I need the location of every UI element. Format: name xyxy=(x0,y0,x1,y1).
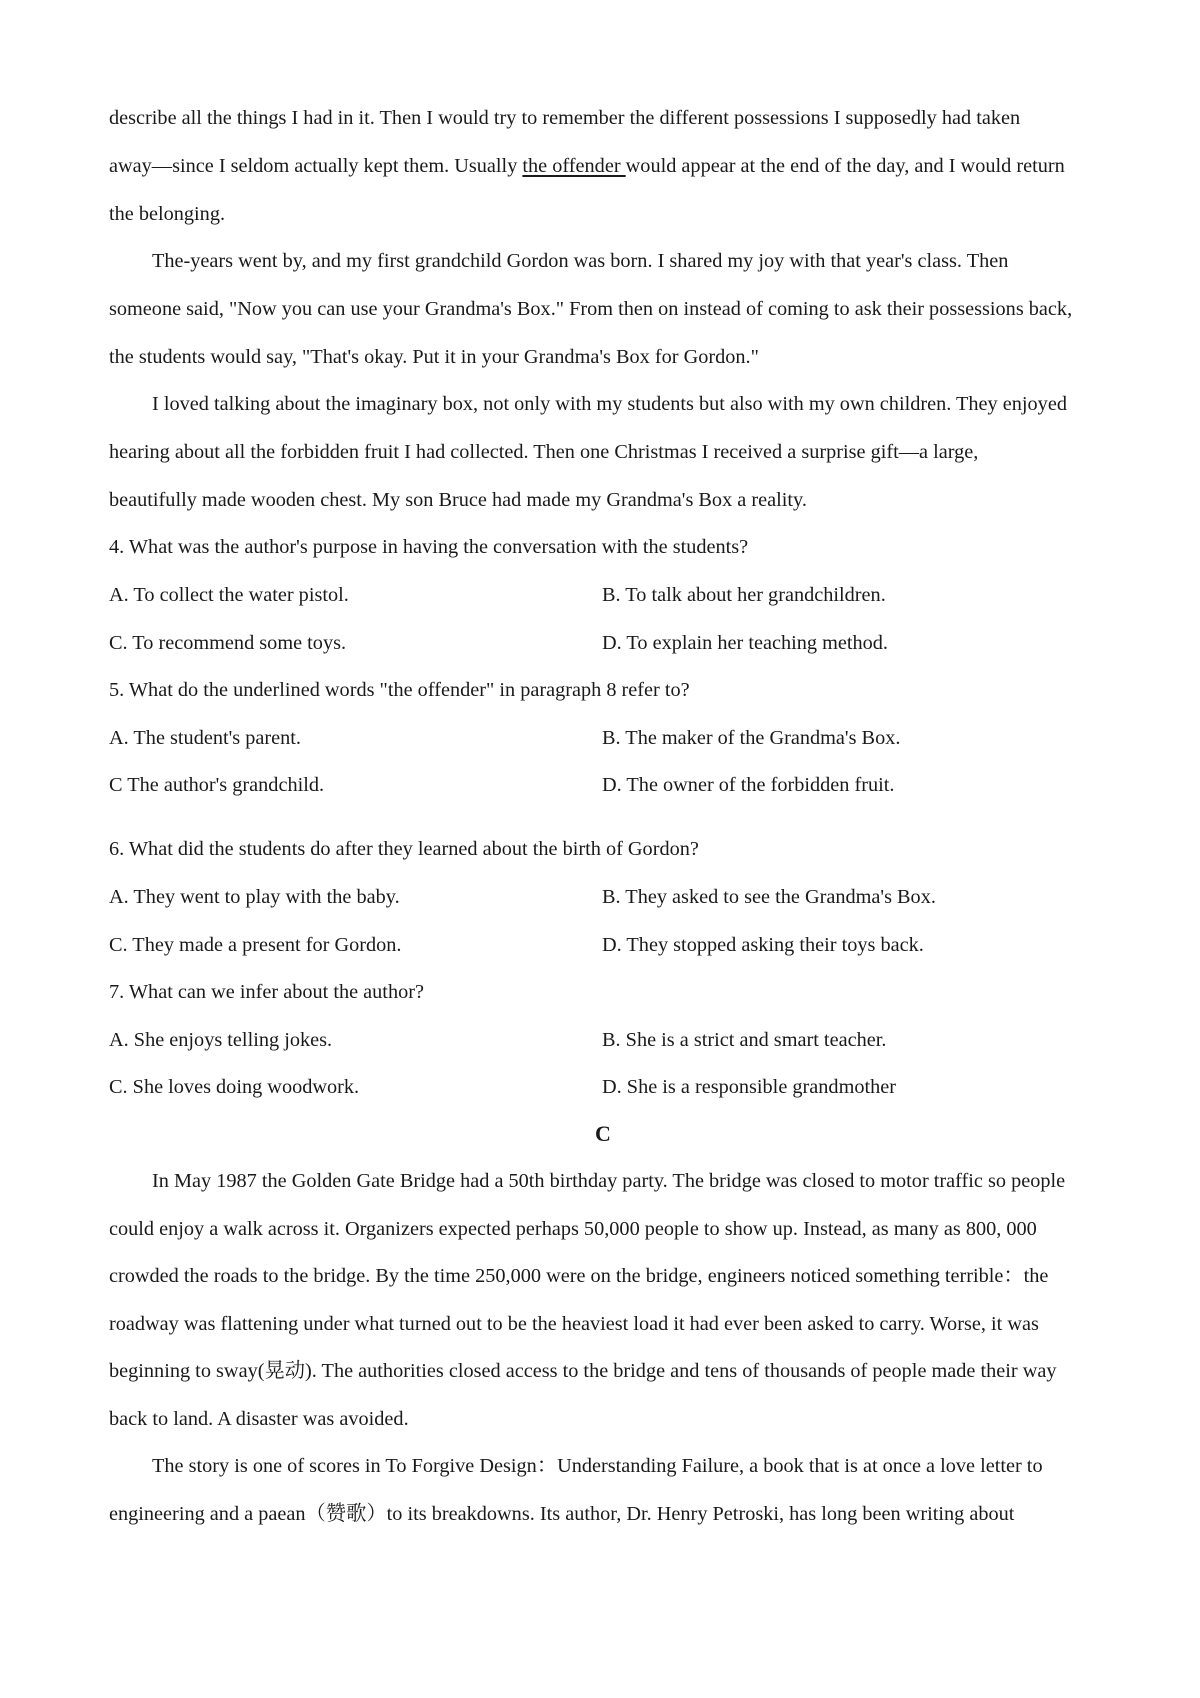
question-6-stem: 6. What did the students do after they learned about the birth of Gordon? xyxy=(109,838,699,860)
section-c-paragraph-1-line-4: roadway was flattening under what turned out to be the heaviest load it had ever been asked to carry. Worse, it was xyxy=(109,1313,1039,1335)
question-6-option-d: D. They stopped asking their toys back. xyxy=(602,934,924,956)
section-c-paragraph-1-line-5: beginning to sway(晃动). The authorities closed access to the bridge and tens of thousands of people made their way xyxy=(109,1360,1057,1382)
section-c-paragraph-1-line-3: crowded the roads to the bridge. By the time 250,000 were on the bridge, engineers noticed something terrible：the xyxy=(109,1265,1049,1287)
paragraph-10-line-2: hearing about all the forbidden fruit I had collected. Then one Christmas I received a surprise gift—a large, xyxy=(109,441,979,463)
section-c-paragraph-2-line-2: engineering and a paean（赞歌）to its breakdowns. Its author, Dr. Henry Petroski, has long been writing about xyxy=(109,1503,1015,1525)
paragraph-9-line-1: The-years went by, and my first grandchild Gordon was born. I shared my joy with that year's class. Then xyxy=(152,250,1009,272)
paragraph-9-line-3: the students would say, "That's okay. Put it in your Grandma's Box for Gordon." xyxy=(109,346,759,368)
question-7-option-a: A. She enjoys telling jokes. xyxy=(109,1029,333,1051)
question-7-option-d: D. She is a responsible grandmother xyxy=(602,1076,897,1098)
section-c-paragraph-1-line-1: In May 1987 the Golden Gate Bridge had a 50th birthday party. The bridge was closed to motor traffic so people xyxy=(152,1170,1066,1192)
paragraph-10-line-3: beautifully made wooden chest. My son Bruce had made my Grandma's Box a reality. xyxy=(109,489,807,511)
question-7-option-c: C. She loves doing woodwork. xyxy=(109,1076,360,1098)
section-c-heading: C xyxy=(595,1121,611,1146)
question-4-option-c: C. To recommend some toys. xyxy=(109,632,347,654)
paragraph-8-text: away—since I seldom actually kept them. Usually xyxy=(109,155,523,177)
question-4-option-b: B. To talk about her grandchildren. xyxy=(602,584,886,606)
question-5-option-c: C The author's grandchild. xyxy=(109,774,325,796)
paragraph-8-line-3: the belonging. xyxy=(109,203,226,225)
paragraph-8-line-1: describe all the things I had in it. Then I would try to remember the different possessions I supposedly had taken xyxy=(109,107,1021,129)
question-5-option-b: B. The maker of the Grandma's Box. xyxy=(602,727,901,749)
question-4-option-a: A. To collect the water pistol. xyxy=(109,584,349,606)
question-6-option-a: A. They went to play with the baby. xyxy=(109,886,400,908)
paragraph-8-text: would appear at the end of the day, and I would return xyxy=(625,155,1065,177)
question-5-stem: 5. What do the underlined words "the offender" in paragraph 8 refer to? xyxy=(109,679,690,701)
paragraph-10-line-1: I loved talking about the imaginary box, not only with my students but also with my own children. They enjoyed xyxy=(152,393,1067,415)
question-4-stem: 4. What was the author's purpose in having the conversation with the students? xyxy=(109,536,749,558)
paragraph-8-line-2 xyxy=(109,152,1065,180)
question-7-option-b: B. She is a strict and smart teacher. xyxy=(602,1029,887,1051)
section-c-paragraph-1-line-2: could enjoy a walk across it. Organizers expected perhaps 50,000 people to show up. Instead, as many as 800, 000 xyxy=(109,1218,1037,1240)
paragraph-9-line-2: someone said, "Now you can use your Grandma's Box." From then on instead of coming to ask their possessions back, xyxy=(109,298,1073,320)
section-c-paragraph-2-line-1: The story is one of scores in To Forgive Design：Understanding Failure, a book that is at once a love letter to xyxy=(152,1455,1043,1477)
underlined-the-offender: the offender xyxy=(522,155,626,177)
section-c-paragraph-1-line-6: back to land. A disaster was avoided. xyxy=(109,1408,409,1430)
question-5-option-a: A. The student's parent. xyxy=(109,727,301,749)
question-6-option-b: B. They asked to see the Grandma's Box. xyxy=(602,886,936,908)
question-7-stem: 7. What can we infer about the author? xyxy=(109,981,424,1003)
question-5-option-d: D. The owner of the forbidden fruit. xyxy=(602,774,895,796)
question-4-option-d: D. To explain her teaching method. xyxy=(602,632,889,654)
question-6-option-c: C. They made a present for Gordon. xyxy=(109,934,402,956)
